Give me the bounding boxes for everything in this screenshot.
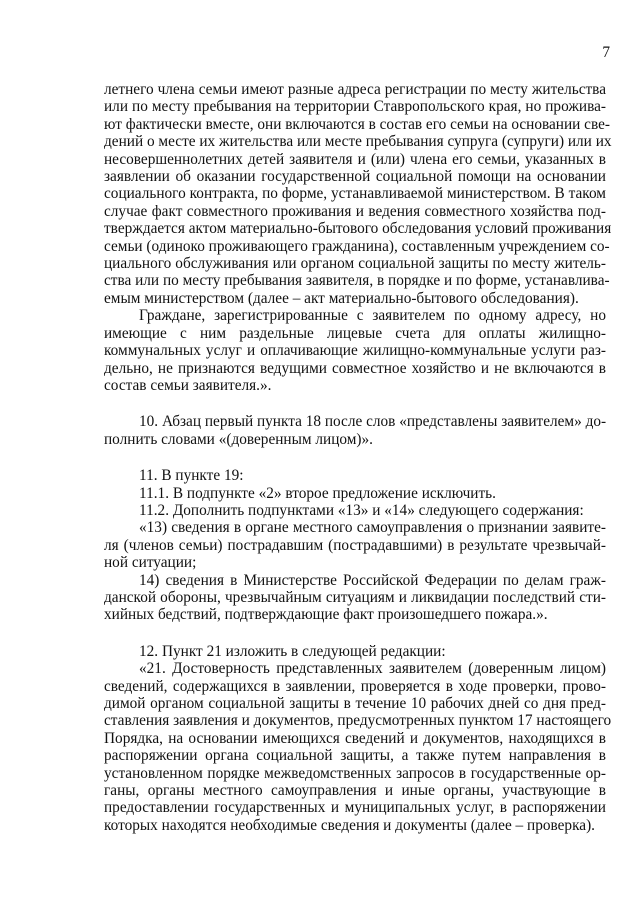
text-line: 11. В пункте 19: xyxy=(139,467,244,485)
text-line: дельно, не признаются ведущими совместное хозяйство и не включаются в xyxy=(104,359,606,377)
text-line: димой органом социальной защиты в течение 10 рабочих дней со дня пред- xyxy=(104,695,606,712)
text-line: заявлении об оказании государственной социальной помощи на основании xyxy=(104,168,606,186)
paragraph-para-12 xyxy=(104,643,606,660)
text-line: состав семьи заявителя.». xyxy=(104,376,272,394)
text-line: 11.1. В подпункте «2» второе предложение исключить. xyxy=(139,484,496,502)
text-line: «13) сведения в органе местного самоуправления о признании заявите- xyxy=(139,519,606,537)
text-line: или по месту пребывания на территории Ставропольского края, но прожива- xyxy=(104,98,606,116)
text-line: ганы, органы местного самоуправления и иные органы, участвующие в xyxy=(104,782,606,800)
text-line: ставления заявления и документов, предусмотренных пунктом 17 настоящего xyxy=(104,712,612,730)
paragraph-para-21 xyxy=(104,660,612,834)
paragraph-para-11 xyxy=(104,467,606,484)
text-line: 12. Пункт 21 изложить в следующей редакции: xyxy=(139,642,446,660)
paragraph-para-14 xyxy=(104,572,606,624)
paragraph-para-10 xyxy=(104,413,606,448)
text-line: циального обслуживания или органом социальной защиты по месту житель- xyxy=(104,255,606,273)
paragraph-para-11-1 xyxy=(104,485,606,502)
document-body xyxy=(104,81,612,834)
text-line: Граждане, зарегистрированные с заявителем по одному адресу, но xyxy=(139,307,606,325)
text-line: случае факт совместного проживания и ведения совместного хозяйства под- xyxy=(104,202,606,220)
text-line: 10. Абзац первый пункта 18 после слов «представлены заявителем» до- xyxy=(139,413,607,431)
paragraph-para-13 xyxy=(104,519,606,571)
text-line: семьи (одиноко проживающего гражданина), составленным учреждением со- xyxy=(104,237,610,255)
paragraph-para-1 xyxy=(104,81,612,307)
paragraph-para-11-2 xyxy=(104,502,606,519)
paragraph-gap xyxy=(104,394,606,413)
text-line: распоряжении органа социальной защиты, а также путем направления в xyxy=(104,747,606,765)
text-line: 14) сведения в Министерстве Российской Федерации по делам граж- xyxy=(139,571,606,589)
text-line: предоставлении государственных и муниципальных услуг, в распоряжении xyxy=(104,799,606,817)
page-number: 7 xyxy=(602,44,610,61)
text-line: 11.2. Дополнить подпунктами «13» и «14» следующего содержания: xyxy=(139,501,584,519)
paragraph-para-2 xyxy=(104,307,606,394)
text-line: тверждается актом материально-бытового обследования условий проживания xyxy=(104,220,612,238)
text-line: имеющие с ним раздельные лицевые счета для оплаты жилищно- xyxy=(104,324,606,342)
text-line: ют фактически вместе, они включаются в состав его семьи на основании све- xyxy=(104,115,610,133)
text-line: хийных бедствий, подтверждающие факт произошедшего пожара.». xyxy=(104,606,548,624)
text-line: полнить словами «(доверенным лицом)». xyxy=(104,430,373,448)
text-line: социального контракта, по форме, устанавливаемой министерством. В таком xyxy=(104,185,606,203)
text-line: установленном порядке межведомственных запросов в государственные ор- xyxy=(104,764,606,782)
text-line: летнего члена семьи имеют разные адреса регистрации по месту жительства xyxy=(104,81,606,98)
paragraph-gap xyxy=(104,624,606,643)
paragraph-gap xyxy=(104,448,606,467)
text-line: ной ситуации; xyxy=(104,554,197,572)
text-line: «21. Достоверность представленных заявителем (доверенным лицом) xyxy=(139,660,606,678)
text-line: коммунальных услуг и оплачивающие жилищно-коммунальные услуги раз- xyxy=(104,342,606,360)
text-line: несовершеннолетних детей заявителя и (или) члена его семьи, указанных в xyxy=(104,150,606,168)
text-line: Порядка, на основании имеющихся сведений и документов, находящихся в xyxy=(104,729,606,747)
text-line: сведений, содержащихся в заявлении, проверяется в ходе проверки, прово- xyxy=(104,677,606,695)
text-line: которых находятся необходимые сведения и документы (далее – проверка). xyxy=(104,816,595,834)
text-line: ства или по месту пребывания заявителя, в порядке и по форме, устанавлива- xyxy=(104,272,610,290)
text-line: ля (членов семьи) пострадавшим (пострадавшими) в результате чрезвычай- xyxy=(104,536,606,554)
text-line: данской обороны, чрезвычайным ситуациям и ликвидации последствий сти- xyxy=(104,588,606,606)
text-line: емым министерством (далее – акт материально-бытового обследования). xyxy=(104,289,579,307)
text-line: дений о месте их жительства или месте пребывания супруга (супруги) или их xyxy=(104,133,612,151)
